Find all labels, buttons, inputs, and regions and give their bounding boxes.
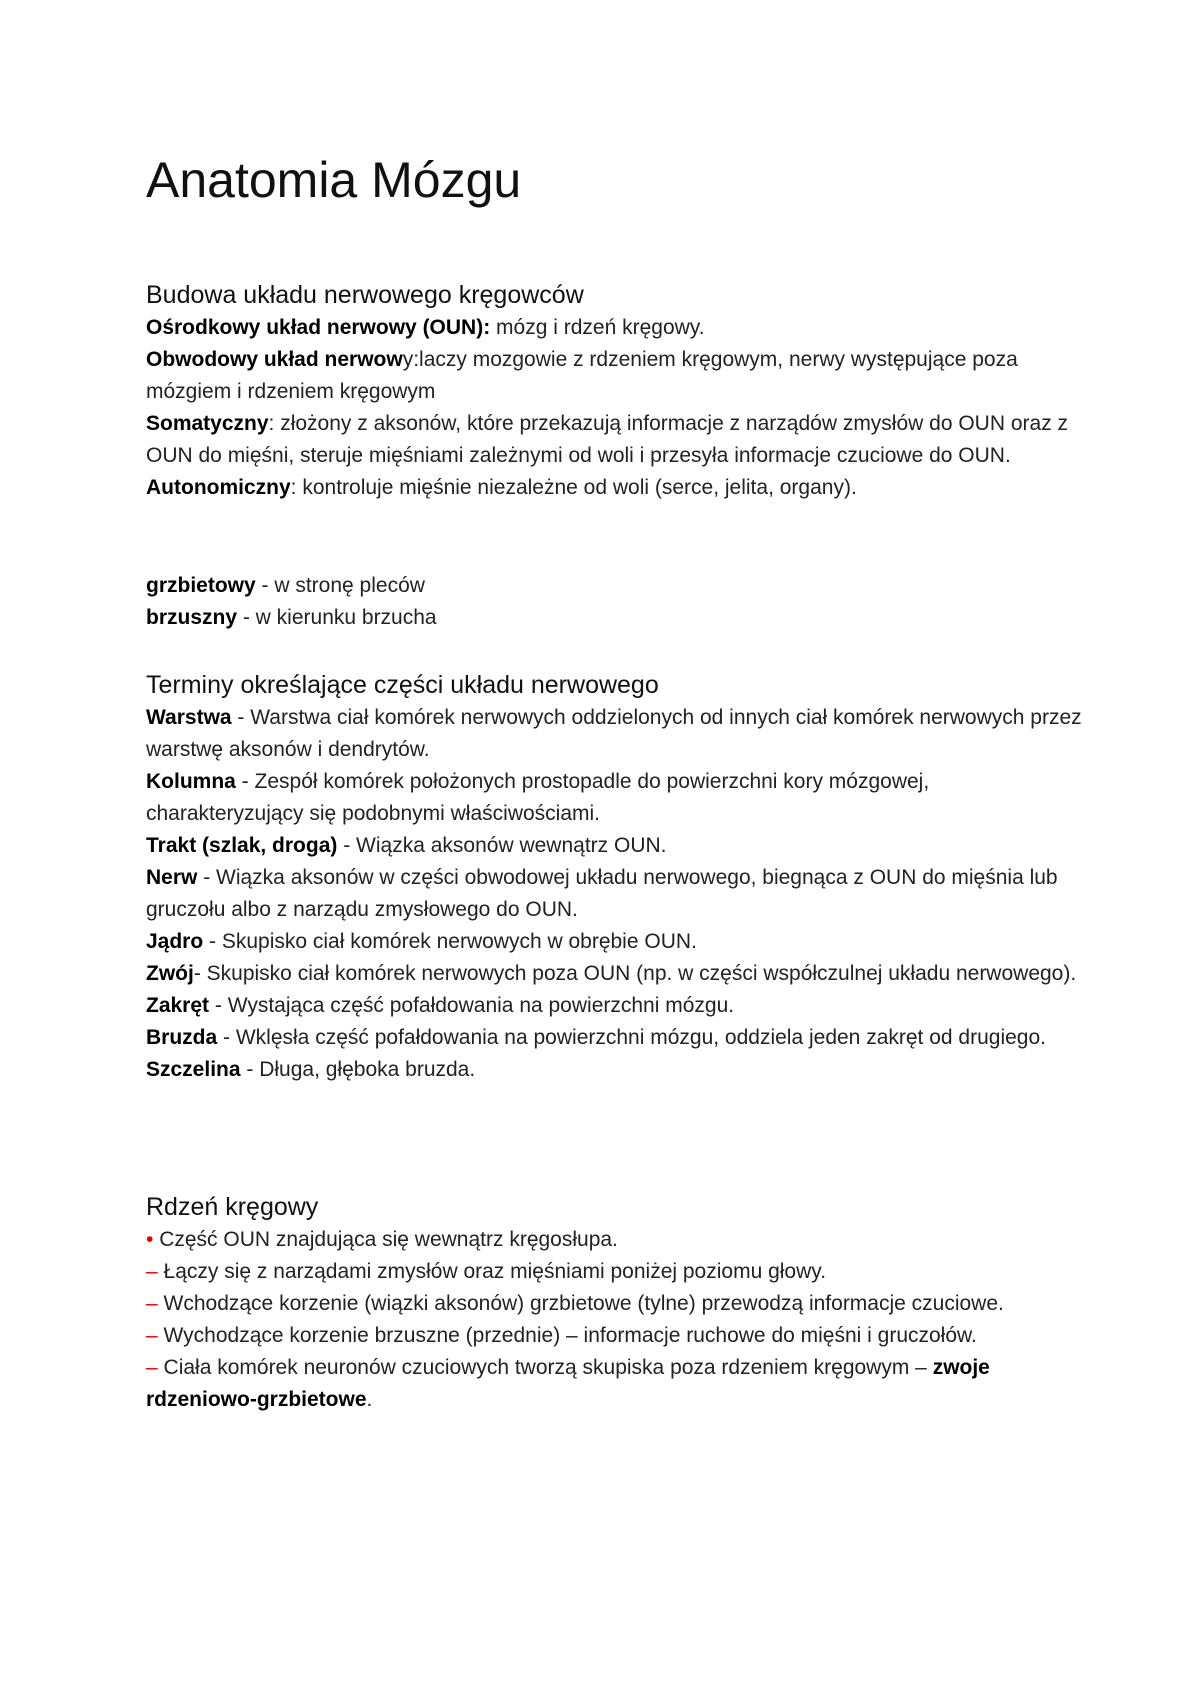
term: Bruzda: [146, 1026, 218, 1049]
definition-text: y:laczy mozgowie z rdzeniem kręgowym, nerwy występujące poza mózgiem i rdzeniem kręgowym: [146, 348, 1018, 403]
list-item-text: Łączy się z narządami zmysłów oraz mięśniami poniżej poziomu głowy.: [157, 1260, 827, 1283]
definition-text: - Wiązka aksonów w części obwodowej układu nerwowego, biegnąca z OUN do mięśnia lub gruczołu albo z narządu zmysłowego do OUN.: [146, 866, 1058, 921]
term: Zwój: [146, 962, 194, 985]
section-nervous-system-structure: [146, 278, 1086, 504]
term: Ośrodkowy układ nerwowy (OUN):: [146, 316, 491, 339]
section-heading: Terminy określające części układu nerwowego: [146, 671, 659, 699]
term: Warstwa: [146, 706, 232, 729]
definition-item: [146, 570, 1086, 602]
term: grzbietowy: [146, 574, 256, 597]
definition-item: [146, 602, 1086, 634]
term: Trakt (szlak, droga): [146, 834, 338, 857]
definition-item: [146, 830, 1086, 862]
section-spinal-cord: [146, 1190, 1086, 1416]
definition-item: [146, 958, 1086, 990]
definition-item: [146, 472, 1086, 504]
bullet-marker: •: [146, 1228, 154, 1251]
section-nervous-system-terms: [146, 668, 1086, 1086]
list-item-text: Ciała komórek neuronów czuciowych tworzą skupiska poza rdzeniem kręgowym –: [157, 1356, 927, 1379]
definition-item: [146, 862, 1086, 926]
definition-text: - Długa, głęboka bruzda.: [240, 1058, 476, 1081]
definition-item: [146, 926, 1086, 958]
definition-item: [146, 312, 1086, 344]
section-heading: Rdzeń kręgowy: [146, 1193, 319, 1221]
definition-text: - w kierunku brzucha: [237, 606, 437, 629]
list-item: [146, 1288, 1086, 1320]
dash-marker: –: [146, 1292, 158, 1315]
definition-text: - Skupisko ciał komórek nerwowych w obrębie OUN.: [203, 930, 697, 953]
term: brzuszny: [146, 606, 238, 629]
definition-item: [146, 344, 1086, 408]
section-heading: Budowa układu nerwowego kręgowców: [146, 281, 584, 309]
term: Obwodowy układ nerwow: [146, 348, 403, 371]
dash-marker: –: [146, 1356, 158, 1379]
definition-item: [146, 1054, 1086, 1086]
term: Kolumna: [146, 770, 236, 793]
dash-marker: –: [146, 1260, 158, 1283]
term: Zakręt: [146, 994, 210, 1017]
definition-item: [146, 408, 1086, 472]
definition-text: mózg i rdzeń kręgowy.: [490, 316, 705, 339]
page-title: Anatomia Mózgu: [146, 152, 522, 208]
list-item: [146, 1224, 1086, 1256]
term: Autonomiczny: [146, 476, 291, 499]
dash-marker: –: [146, 1324, 158, 1347]
definition-text: - Warstwa ciał komórek nerwowych oddzielonych od innych ciał komórek nerwowych przez warstwę aksonów i dendrytów.: [146, 706, 1082, 761]
list-item-text: Wychodzące korzenie brzuszne (przednie) – informacje ruchowe do mięśni i gruczołów.: [157, 1324, 977, 1347]
definition-item: [146, 1022, 1086, 1054]
definition-text: - Wystająca część pofałdowania na powierzchni mózgu.: [209, 994, 735, 1017]
definition-text: : kontroluje mięśnie niezależne od woli (serce, jelita, organy).: [290, 476, 857, 499]
definition-text: - Skupisko ciał komórek nerwowych poza OUN (np. w części współczulnej układu nerwowego).: [193, 962, 1077, 985]
definition-text: - Wklęsła część pofałdowania na powierzchni mózgu, oddziela jeden zakręt od drugiego.: [217, 1026, 1046, 1049]
list-item: [146, 1352, 1086, 1416]
definition-item: [146, 766, 1086, 830]
list-item: [146, 1256, 1086, 1288]
list-item-tail: .: [366, 1388, 373, 1411]
definition-text: : złożony z aksonów, które przekazują informacje z narządów zmysłów do OUN oraz z OUN do mięśni, steruje mięśniami zależnymi od woli i przesyła informacje czuciowe do OUN.: [146, 412, 1069, 467]
term: Nerw: [146, 866, 198, 889]
list-item: [146, 1320, 1086, 1352]
list-item-text: Część OUN znajdująca się wewnątrz kręgosłupa.: [153, 1228, 618, 1251]
term: Szczelina: [146, 1058, 241, 1081]
definition-item: [146, 990, 1086, 1022]
term: Somatyczny: [146, 412, 269, 435]
definition-text: - w stronę pleców: [255, 574, 425, 597]
section-directions: [146, 570, 1086, 634]
definition-text: - Zespół komórek położonych prostopadle do powierzchni kory mózgowej, charakteryzujący się podobnymi właściwościami.: [146, 770, 930, 825]
list-item-text: Wchodzące korzenie (wiązki aksonów) grzbietowe (tylne) przewodzą informacje czuciowe.: [157, 1292, 1004, 1315]
term: zwoje rdzeniowo-grzbietowe: [146, 1356, 990, 1411]
definition-text: - Wiązka aksonów wewnątrz OUN.: [337, 834, 667, 857]
term: Jądro: [146, 930, 204, 953]
definition-item: [146, 702, 1086, 766]
